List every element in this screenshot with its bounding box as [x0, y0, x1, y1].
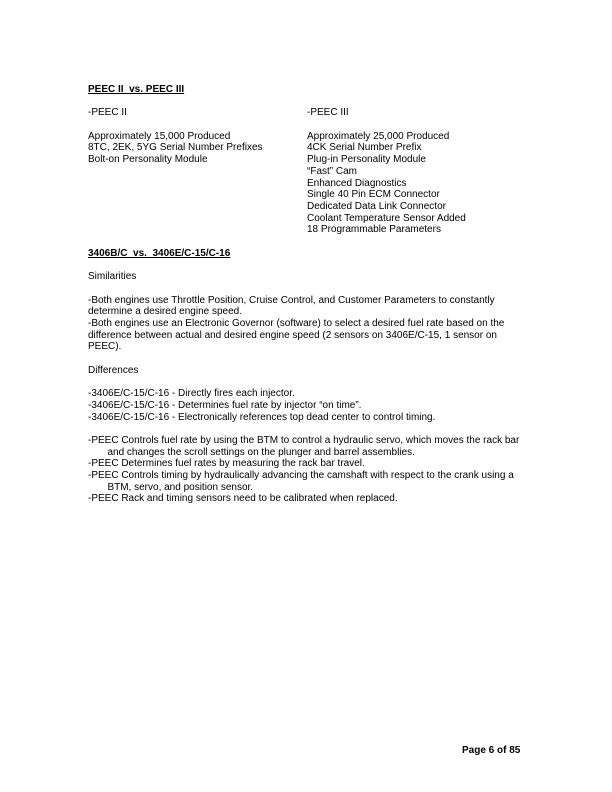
- list-item: Plug-in Personality Module: [307, 154, 426, 166]
- list-item: “Fast” Cam: [307, 165, 357, 177]
- section-heading-3406-comparison: 3406B/C vs. 3406E/C-15/C-16: [88, 247, 231, 259]
- paragraph-line: -3406E/C-15/C-16 - Determines fuel rate by injector “on time”.: [88, 399, 362, 411]
- similarities-paragraph: [88, 295, 582, 354]
- peec-iii-column-title: -PEEC III: [307, 107, 349, 119]
- paragraph-line: -PEEC Rack and timing sensors need to be calibrated when replaced.: [88, 493, 398, 505]
- paragraph-line: -PEEC Controls timing by hydraulically advancing the camshaft with respect to the crank using a: [88, 470, 514, 482]
- peec-ii-column-title: -PEEC II: [88, 107, 127, 119]
- differences-engine-list: [88, 388, 582, 423]
- peec-ii-column: [88, 107, 307, 236]
- paragraph-line: PEEC).: [88, 341, 122, 353]
- list-item: Single 40 Pin ECM Connector: [307, 189, 440, 201]
- section-heading-peec-comparison: PEEC II vs. PEEC III: [88, 84, 185, 95]
- differences-label: Differences: [88, 364, 139, 376]
- list-item: 8TC, 2EK, 5YG Serial Number Prefixes: [88, 142, 263, 154]
- list-item: Dedicated Data Link Connector: [307, 201, 446, 212]
- paragraph-line: -PEEC Controls fuel rate by using the BTM to control a hydraulic servo, which moves the rack bar: [88, 434, 520, 446]
- paragraph-line: determine a desired engine speed.: [88, 306, 242, 318]
- similarities-label: Similarities: [88, 271, 137, 283]
- list-item: 18 Programmable Parameters: [307, 224, 441, 236]
- list-item: Approximately 15,000 Produced: [88, 130, 231, 142]
- paragraph-line: -PEEC Determines fuel rates by measuring the rack bar travel.: [88, 458, 365, 470]
- paragraph-line: -Both engines use Throttle Position, Cruise Control, and Customer Parameters to constantly: [88, 294, 495, 306]
- list-item: Coolant Temperature Sensor Added: [307, 212, 466, 224]
- paragraph-line: and changes the scroll settings on the plunger and barrel assemblies.: [88, 446, 415, 458]
- differences-peec-list: [88, 435, 582, 505]
- paragraph-line: -Both engines use an Electronic Governor (software) to select a desired fuel rate based on the: [88, 317, 505, 329]
- list-item: Bolt-on Personality Module: [88, 154, 208, 166]
- page-number: Page 6 of 85: [462, 745, 521, 756]
- list-item: Enhanced Diagnostics: [307, 177, 407, 189]
- paragraph-line: difference between actual and desired engine speed (2 sensors on 3406E/C-15, 1 sensor on: [88, 329, 497, 341]
- paragraph-line: BTM, servo, and position sensor.: [88, 481, 254, 493]
- paragraph-line: -3406E/C-15/C-16 - Electronically references top dead center to control timing.: [88, 411, 436, 423]
- peec-iii-column: [307, 107, 582, 236]
- list-item: 4CK Serial Number Prefix: [307, 142, 422, 154]
- peec-comparison-columns: [88, 107, 582, 236]
- list-item: Approximately 25,000 Produced: [307, 130, 450, 142]
- paragraph-line: -3406E/C-15/C-16 - Directly fires each injector.: [88, 388, 295, 400]
- page-content: [88, 84, 582, 517]
